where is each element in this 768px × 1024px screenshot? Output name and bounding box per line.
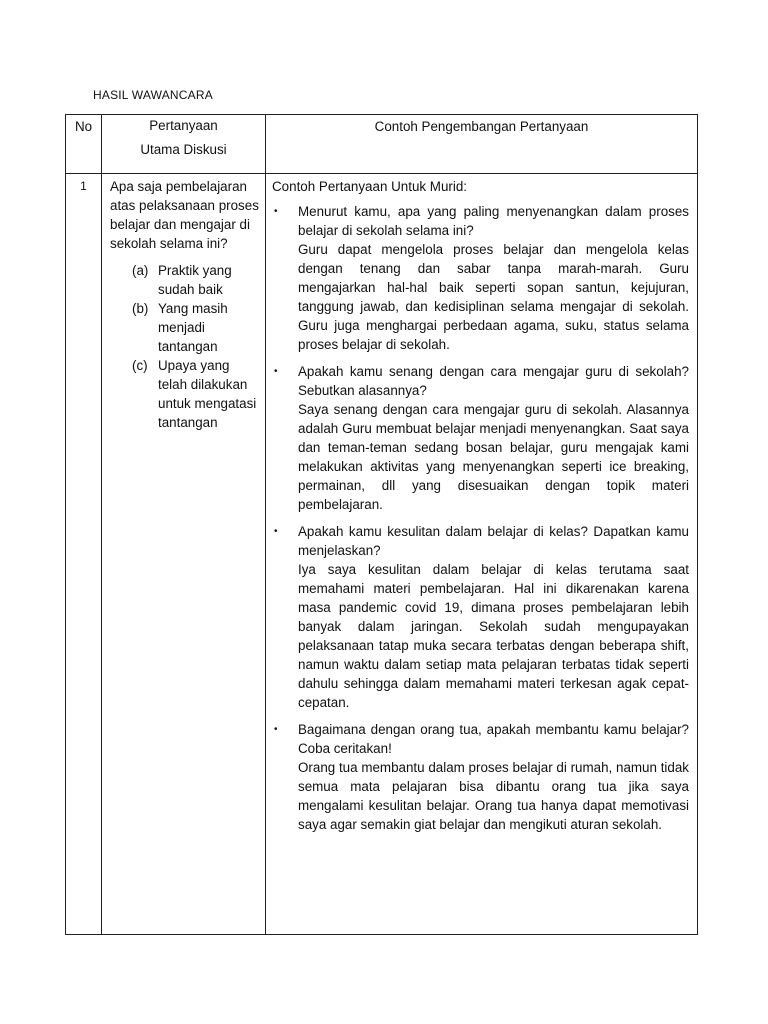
bullet-icon: • — [274, 724, 278, 735]
sub-point-marker: (c) — [132, 358, 148, 373]
header-question-line2: Utama Diskusi — [140, 142, 227, 157]
sub-point-text: Yang masih menjadi tantangan — [158, 301, 228, 354]
qa-item — [272, 202, 689, 354]
row-number: 1 — [66, 174, 102, 935]
header-question-line1: Pertanyaan — [149, 118, 218, 133]
main-question: Apa saja pembelajaran atas pelaksanaan proses belajar dan mengajar di sekolah selama ini? — [110, 179, 259, 251]
student-answer: Iya saya kesulitan dalam belajar di kelas terutama saat memahami materi pembelajaran. Hal ini dikarenakan karena masa pandemic covid 19, dimana proses pembelajaran lebih banyak dalam jaringan. Sekolah sudah mengupayakan pelaksanaan tatap muka secara terbatas dengan beberapa shift, namun waktu dalam setiap mata pelajaran terbatas tidak seperti dahulu sehingga dalam memahami materi terkesan agak cepat-cepatan. — [298, 562, 689, 710]
examples-cell — [266, 174, 698, 935]
qa-item — [272, 720, 689, 834]
student-answer: Orang tua membantu dalam proses belajar di rumah, namun tidak semua mata pelajaran bisa dibantu orang tua jika saya mengalami kesulitan belajar. Orang tua hanya dapat memotivasi saya agar semakin giat belajar dan mengikuti aturan sekolah. — [298, 760, 689, 832]
sub-point-list — [110, 261, 261, 432]
sub-point-marker: (a) — [132, 263, 149, 278]
sub-point — [110, 356, 261, 432]
student-question: Bagaimana dengan orang tua, apakah membantu kamu belajar? Coba ceritakan! — [298, 722, 689, 756]
sub-point — [110, 299, 261, 356]
student-answer: Saya senang dengan cara mengajar guru di sekolah. Alasannya adalah Guru membuat belajar menjadi menyenangkan. Saat saya dan teman-teman sedang bosan belajar, guru mengajak kami melakukan aktivitas yang menyenangkan seperti ice breaking, permainan, dll yang disesuaikan dengan topik materi pembelajaran. — [298, 402, 689, 512]
sub-point-text: Upaya yang telah dilakukan untuk mengatasi tantangan — [158, 358, 257, 430]
sub-point — [110, 261, 261, 299]
sub-point-text: Praktik yang sudah baik — [158, 263, 232, 297]
qa-item — [272, 522, 689, 712]
student-question: Apakah kamu senang dengan cara mengajar guru di sekolah? Sebutkan alasannya? — [298, 364, 689, 398]
bullet-icon: • — [274, 366, 278, 377]
bullet-icon: • — [274, 526, 278, 537]
interview-table — [65, 114, 698, 935]
main-question-cell — [102, 174, 266, 935]
student-question: Apakah kamu kesulitan dalam belajar di kelas? Dapatkan kamu menjelaskan? — [298, 524, 689, 558]
sub-point-marker: (b) — [132, 301, 149, 316]
header-examples: Contoh Pengembangan Pertanyaan — [266, 115, 698, 174]
table-header-row — [66, 115, 698, 174]
header-question — [102, 115, 266, 174]
student-question: Menurut kamu, apa yang paling menyenangkan dalam proses belajar di sekolah selama ini? — [298, 204, 689, 238]
qa-item — [272, 362, 689, 514]
table-row — [66, 174, 698, 935]
bullet-icon: • — [274, 206, 278, 217]
document-title: HASIL WAWANCARA — [93, 88, 213, 102]
student-answer: Guru dapat mengelola proses belajar dan mengelola kelas dengan tenang dan sabar tanpa marah-marah. Guru mengajarkan hal-hal baik seperti sopan santun, kejujuran, tanggung jawab, dan kedisiplinan selama mengajar di sekolah. Guru juga menghargai perbedaan agama, suku, status selama proses belajar di sekolah. — [298, 242, 689, 352]
header-no: No — [66, 115, 102, 174]
examples-heading: Contoh Pertanyaan Untuk Murid: — [272, 179, 468, 194]
